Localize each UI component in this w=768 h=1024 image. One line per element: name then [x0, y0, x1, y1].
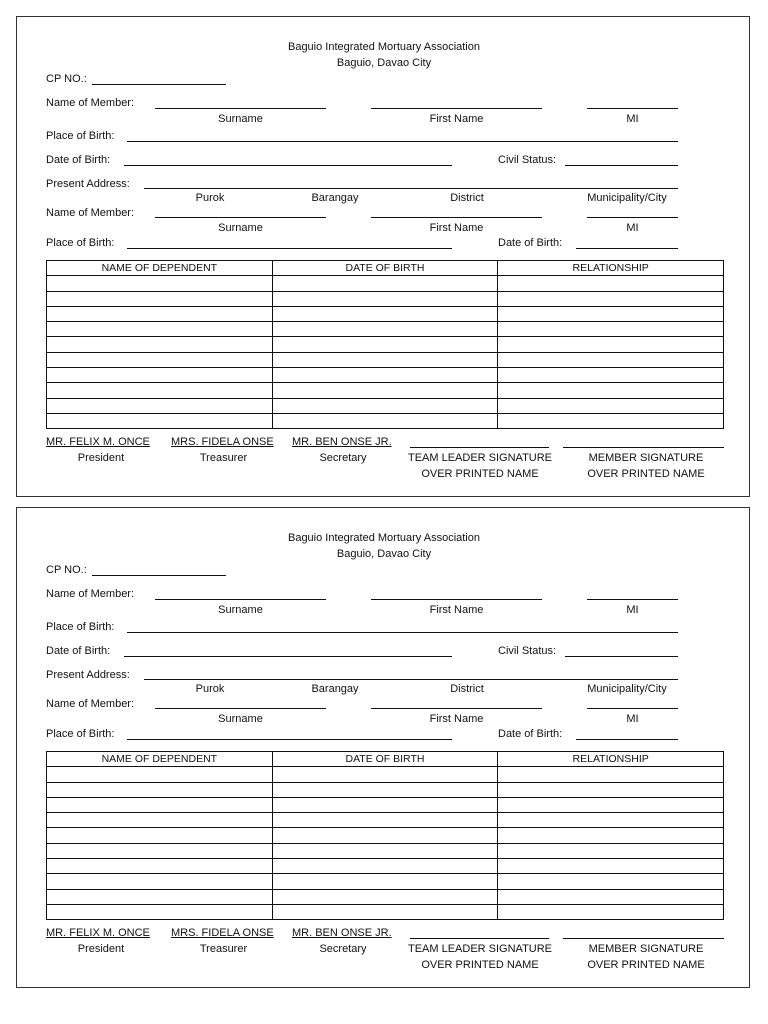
- treasurer-name: MRS. FIDELA ONSE: [171, 927, 274, 939]
- team-leader-printed-name-caption: OVER PRINTED NAME: [421, 959, 539, 971]
- president-role: President: [77, 452, 125, 464]
- dependent-dob-header: DATE OF BIRTH: [272, 261, 498, 276]
- barangay-caption: Barangay: [311, 683, 359, 695]
- relationship-cell[interactable]: [498, 843, 724, 858]
- member-printed-name-caption: OVER PRINTED NAME: [587, 468, 705, 480]
- present-address-label: Present Address:: [46, 669, 130, 681]
- org-location: Baguio, Davao City: [336, 548, 432, 560]
- table-row: [47, 843, 724, 858]
- dependents-table: [46, 751, 724, 920]
- relationship-cell[interactable]: [498, 767, 724, 782]
- first-name-field[interactable]: [371, 599, 542, 600]
- relationship-cell[interactable]: [498, 859, 724, 874]
- surname-caption-2: Surname: [218, 713, 263, 725]
- mi-caption: MI: [626, 604, 639, 616]
- member-signature-caption: MEMBER SIGNATURE: [588, 452, 704, 464]
- date-of-birth-field[interactable]: [124, 656, 452, 657]
- surname-caption: Surname: [218, 113, 263, 125]
- table-row: [47, 874, 724, 889]
- dependent-name-cell[interactable]: [47, 337, 273, 352]
- treasurer-role: Treasurer: [199, 452, 248, 464]
- secretary-role: Secretary: [319, 452, 367, 464]
- relationship-cell[interactable]: [498, 413, 724, 428]
- surname-field-2[interactable]: [155, 708, 326, 709]
- first-name-caption: First Name: [429, 604, 484, 616]
- relationship-cell[interactable]: [498, 874, 724, 889]
- place-of-birth-label: Place of Birth:: [46, 621, 115, 633]
- mi-caption-2: MI: [626, 222, 639, 234]
- dependent-name-cell[interactable]: [47, 276, 273, 291]
- relationship-cell[interactable]: [498, 782, 724, 797]
- dependent-dob-cell[interactable]: [272, 306, 498, 321]
- member-name-label: Name of Member:: [46, 588, 135, 600]
- cp-no-label: CP NO.:: [46, 73, 87, 85]
- table-row: [47, 398, 724, 413]
- place-of-birth-label-2: Place of Birth:: [46, 237, 115, 249]
- president-name: MR. FELIX M. ONCE: [46, 927, 150, 939]
- date-of-birth-label: Date of Birth:: [46, 645, 111, 657]
- relationship-cell[interactable]: [498, 306, 724, 321]
- relationship-cell[interactable]: [498, 813, 724, 828]
- place-of-birth-field-2[interactable]: [127, 248, 452, 249]
- org-name: Baguio Integrated Mortuary Association: [287, 532, 480, 544]
- table-row: [47, 276, 724, 291]
- surname-caption-2: Surname: [218, 222, 263, 234]
- date-of-birth-field[interactable]: [124, 165, 452, 166]
- secretary-role: Secretary: [319, 943, 367, 955]
- dependent-dob-cell[interactable]: [272, 813, 498, 828]
- relationship-cell[interactable]: [498, 352, 724, 367]
- place-of-birth-label-2: Place of Birth:: [46, 728, 115, 740]
- dependent-name-cell[interactable]: [47, 904, 273, 919]
- table-row: [47, 767, 724, 782]
- dependent-name-cell[interactable]: [47, 889, 273, 904]
- membership-form-1: [16, 16, 750, 497]
- civil-status-field[interactable]: [565, 656, 678, 657]
- civil-status-label: Civil Status:: [498, 154, 557, 166]
- barangay-caption: Barangay: [311, 192, 359, 204]
- dependent-dob-cell[interactable]: [272, 889, 498, 904]
- dependent-name-cell[interactable]: [47, 368, 273, 383]
- treasurer-role: Treasurer: [199, 943, 248, 955]
- secretary-name: MR. BEN ONSE JR.: [292, 927, 392, 939]
- dependent-name-cell[interactable]: [47, 859, 273, 874]
- purok-caption: Purok: [195, 683, 225, 695]
- relationship-cell[interactable]: [498, 828, 724, 843]
- first-name-field-2[interactable]: [371, 217, 542, 218]
- cp-no-label: CP NO.:: [46, 564, 87, 576]
- dependent-name-cell[interactable]: [47, 874, 273, 889]
- dependent-name-cell[interactable]: [47, 306, 273, 321]
- table-header-row: [47, 261, 724, 276]
- dependent-dob-cell[interactable]: [272, 797, 498, 812]
- relationship-cell[interactable]: [498, 889, 724, 904]
- member-signature-field[interactable]: [563, 447, 724, 448]
- first-name-caption-2: First Name: [429, 222, 484, 234]
- dependent-dob-cell[interactable]: [272, 352, 498, 367]
- member-signature-field[interactable]: [563, 938, 724, 939]
- civil-status-field[interactable]: [565, 165, 678, 166]
- membership-form-2: [16, 507, 750, 988]
- team-leader-signature-caption: TEAM LEADER SIGNATURE: [407, 943, 553, 955]
- dependent-dob-cell[interactable]: [272, 368, 498, 383]
- civil-status-label: Civil Status:: [498, 645, 557, 657]
- table-row: [47, 383, 724, 398]
- dependent-dob-cell[interactable]: [272, 413, 498, 428]
- relationship-cell[interactable]: [498, 398, 724, 413]
- surname-caption: Surname: [218, 604, 263, 616]
- dependent-dob-cell[interactable]: [272, 276, 498, 291]
- dependent-name-cell[interactable]: [47, 352, 273, 367]
- dependent-dob-cell[interactable]: [272, 843, 498, 858]
- first-name-field-2[interactable]: [371, 708, 542, 709]
- dependent-name-header: NAME OF DEPENDENT: [47, 752, 273, 767]
- member-name-label-2: Name of Member:: [46, 207, 135, 219]
- surname-field[interactable]: [155, 108, 326, 109]
- relationship-cell[interactable]: [498, 904, 724, 919]
- surname-field[interactable]: [155, 599, 326, 600]
- date-of-birth-label-2: Date of Birth:: [498, 237, 563, 249]
- relationship-cell[interactable]: [498, 291, 724, 306]
- municipality-caption: Municipality/City: [587, 683, 667, 695]
- dependent-name-cell[interactable]: [47, 797, 273, 812]
- first-name-caption-2: First Name: [429, 713, 484, 725]
- dependent-name-cell[interactable]: [47, 843, 273, 858]
- dependent-dob-cell[interactable]: [272, 782, 498, 797]
- table-header-row: [47, 752, 724, 767]
- org-name: Baguio Integrated Mortuary Association: [287, 41, 480, 53]
- dependent-dob-header: DATE OF BIRTH: [272, 752, 498, 767]
- president-role: President: [77, 943, 125, 955]
- first-name-caption: First Name: [429, 113, 484, 125]
- dependent-name-cell[interactable]: [47, 782, 273, 797]
- mi-field[interactable]: [587, 599, 678, 600]
- relationship-cell[interactable]: [498, 383, 724, 398]
- dependent-name-cell[interactable]: [47, 322, 273, 337]
- mi-field-2[interactable]: [587, 217, 678, 218]
- treasurer-name: MRS. FIDELA ONSE: [171, 436, 274, 448]
- mi-caption: MI: [626, 113, 639, 125]
- first-name-field[interactable]: [371, 108, 542, 109]
- table-row: [47, 306, 724, 321]
- org-location: Baguio, Davao City: [336, 57, 432, 69]
- table-row: [47, 813, 724, 828]
- dependent-name-cell[interactable]: [47, 383, 273, 398]
- date-of-birth-label: Date of Birth:: [46, 154, 111, 166]
- relationship-cell[interactable]: [498, 797, 724, 812]
- table-row: [47, 322, 724, 337]
- dependents-table: [46, 260, 724, 429]
- team-leader-signature-field[interactable]: [410, 447, 549, 448]
- relationship-header: RELATIONSHIP: [498, 752, 724, 767]
- table-row: [47, 904, 724, 919]
- dependent-dob-cell[interactable]: [272, 859, 498, 874]
- member-signature-caption: MEMBER SIGNATURE: [588, 943, 704, 955]
- dependent-name-cell[interactable]: [47, 398, 273, 413]
- mi-field-2[interactable]: [587, 708, 678, 709]
- team-leader-printed-name-caption: OVER PRINTED NAME: [421, 468, 539, 480]
- dependent-dob-cell[interactable]: [272, 337, 498, 352]
- table-row: [47, 859, 724, 874]
- dependent-name-header: NAME OF DEPENDENT: [47, 261, 273, 276]
- cp-no-field[interactable]: [92, 575, 226, 576]
- relationship-cell[interactable]: [498, 368, 724, 383]
- dependent-name-cell[interactable]: [47, 767, 273, 782]
- purok-caption: Purok: [195, 192, 225, 204]
- date-of-birth-label-2: Date of Birth:: [498, 728, 563, 740]
- table-row: [47, 782, 724, 797]
- municipality-caption: Municipality/City: [587, 192, 667, 204]
- place-of-birth-field-2[interactable]: [127, 739, 452, 740]
- member-name-label: Name of Member:: [46, 97, 135, 109]
- dependent-dob-cell[interactable]: [272, 398, 498, 413]
- present-address-label: Present Address:: [46, 178, 130, 190]
- secretary-name: MR. BEN ONSE JR.: [292, 436, 392, 448]
- district-caption: District: [450, 192, 484, 204]
- dependent-name-cell[interactable]: [47, 828, 273, 843]
- dependent-name-cell[interactable]: [47, 413, 273, 428]
- mi-caption-2: MI: [626, 713, 639, 725]
- district-caption: District: [450, 683, 484, 695]
- member-name-label-2: Name of Member:: [46, 698, 135, 710]
- date-of-birth-field-2[interactable]: [576, 739, 678, 740]
- place-of-birth-label: Place of Birth:: [46, 130, 115, 142]
- date-of-birth-field-2[interactable]: [576, 248, 678, 249]
- table-row: [47, 337, 724, 352]
- team-leader-signature-field[interactable]: [410, 938, 549, 939]
- table-row: [47, 828, 724, 843]
- team-leader-signature-caption: TEAM LEADER SIGNATURE: [407, 452, 553, 464]
- dependent-dob-cell[interactable]: [272, 291, 498, 306]
- table-row: [47, 368, 724, 383]
- table-row: [47, 797, 724, 812]
- dependent-dob-cell[interactable]: [272, 904, 498, 919]
- dependent-name-cell[interactable]: [47, 813, 273, 828]
- dependent-dob-cell[interactable]: [272, 828, 498, 843]
- member-printed-name-caption: OVER PRINTED NAME: [587, 959, 705, 971]
- table-row: [47, 352, 724, 367]
- table-row: [47, 413, 724, 428]
- mi-field[interactable]: [587, 108, 678, 109]
- dependent-dob-cell[interactable]: [272, 874, 498, 889]
- dependent-dob-cell[interactable]: [272, 322, 498, 337]
- present-address-field[interactable]: [144, 188, 678, 189]
- cp-no-field[interactable]: [92, 84, 226, 85]
- place-of-birth-field[interactable]: [127, 632, 678, 633]
- dependent-dob-cell[interactable]: [272, 383, 498, 398]
- relationship-cell[interactable]: [498, 276, 724, 291]
- table-row: [47, 291, 724, 306]
- present-address-field[interactable]: [144, 679, 678, 680]
- president-name: MR. FELIX M. ONCE: [46, 436, 150, 448]
- surname-field-2[interactable]: [155, 217, 326, 218]
- relationship-header: RELATIONSHIP: [498, 261, 724, 276]
- place-of-birth-field[interactable]: [127, 141, 678, 142]
- dependent-name-cell[interactable]: [47, 291, 273, 306]
- relationship-cell[interactable]: [498, 322, 724, 337]
- table-row: [47, 889, 724, 904]
- relationship-cell[interactable]: [498, 337, 724, 352]
- dependent-dob-cell[interactable]: [272, 767, 498, 782]
